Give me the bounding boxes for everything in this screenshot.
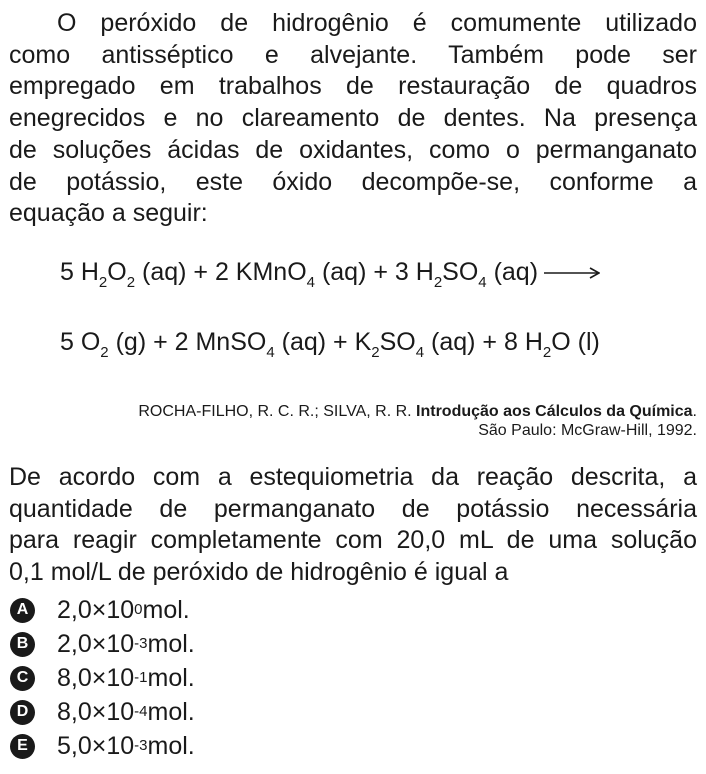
intro-line: como antisséptico e alvejante. Também pode ser xyxy=(9,40,697,69)
eq-text: (aq) + K xyxy=(274,328,372,356)
eq-text: 5 O xyxy=(60,328,101,356)
option-letter-badge: E xyxy=(10,734,35,759)
option-unit: mol. xyxy=(147,663,195,692)
option-mantissa: 2,0×10 xyxy=(57,595,135,624)
eq-subscript: 2 xyxy=(371,344,380,361)
option-b[interactable]: B 2,0×10 -3 mol. xyxy=(10,627,195,661)
option-unit: mol. xyxy=(147,697,195,726)
eq-text: SO xyxy=(442,258,479,286)
option-e[interactable]: E 5,0×10 -3 mol. xyxy=(10,729,195,763)
citation-authors: ROCHA-FILHO, R. C. R.; SILVA, R. R. xyxy=(138,403,417,420)
option-d[interactable]: D 8,0×10 -4 mol. xyxy=(10,695,195,729)
eq-subscript: 4 xyxy=(306,274,315,291)
option-a[interactable]: A 2,0×10 0 mol. xyxy=(10,593,195,627)
eq-text: 5 H xyxy=(60,258,99,286)
question-line: De acordo com a estequiometria da reação descrita, a xyxy=(9,463,697,491)
eq-subscript: 2 xyxy=(542,344,552,361)
intro-line: equação a seguir: xyxy=(9,199,208,228)
option-letter-badge: D xyxy=(10,700,35,725)
option-c[interactable]: C 8,0×10 -1 mol. xyxy=(10,661,195,695)
citation-title-end: . xyxy=(692,403,697,420)
citation-line-1 xyxy=(57,402,697,421)
option-mantissa: 2,0×10 xyxy=(57,629,135,658)
answer-options xyxy=(10,593,195,763)
citation-publisher: São Paulo: McGraw-Hill, 1992. xyxy=(478,422,697,439)
option-mantissa: 5,0×10 xyxy=(57,731,135,760)
eq-text: (g) + 2 MnSO xyxy=(108,328,267,356)
intro-line: de soluções ácidas de oxidantes, como o permanganato xyxy=(9,135,697,164)
eq-subscript: 2 xyxy=(100,344,109,361)
option-letter-badge: A xyxy=(10,598,35,623)
intro-line: O peróxido de hidrogênio é comumente utilizado xyxy=(57,9,697,37)
option-unit: mol. xyxy=(147,731,195,760)
eq-text: (aq) + 3 H xyxy=(315,258,434,286)
eq-text: O xyxy=(107,258,127,286)
intro-line: de potássio, este óxido decompõe-se, conforme a xyxy=(9,167,697,196)
eq-text: SO xyxy=(379,328,416,356)
eq-text: O (l) xyxy=(551,328,600,356)
option-mantissa: 8,0×10 xyxy=(57,663,135,692)
intro-line: enegrecidos e no clareamento de dentes. Na presença xyxy=(9,104,697,133)
option-letter-badge: C xyxy=(10,666,35,691)
question-line: 0,1 mol/L de peróxido de hidrogênio é igual a xyxy=(9,558,509,587)
equation-reactants xyxy=(60,258,600,291)
eq-subscript: 2 xyxy=(126,274,136,291)
eq-subscript: 4 xyxy=(415,344,425,361)
question-line: para reagir completamente com 20,0 mL de uma solução xyxy=(9,526,697,555)
question-line: quantidade de permanganato de potássio necessária xyxy=(9,494,697,523)
intro-line: empregado em trabalhos de restauração de quadros xyxy=(9,72,697,101)
citation-title: Introdução aos Cálculos da Química xyxy=(416,403,693,420)
eq-subscript: 2 xyxy=(433,274,443,291)
eq-text: (aq) + 2 KMnO xyxy=(135,258,307,286)
eq-text: (aq) + 8 H xyxy=(424,328,543,356)
reaction-arrow-icon xyxy=(544,267,600,279)
eq-subscript: 4 xyxy=(478,274,487,291)
option-mantissa: 8,0×10 xyxy=(57,697,135,726)
equation-products xyxy=(60,328,600,361)
intro-paragraph xyxy=(9,8,697,230)
eq-subscript: 4 xyxy=(266,344,275,361)
eq-text: (aq) xyxy=(486,258,539,286)
option-unit: mol. xyxy=(142,595,190,624)
citation xyxy=(57,402,697,440)
option-letter-badge: B xyxy=(10,632,35,657)
option-unit: mol. xyxy=(147,629,195,658)
eq-subscript: 2 xyxy=(98,274,108,291)
question-paragraph xyxy=(9,462,697,589)
